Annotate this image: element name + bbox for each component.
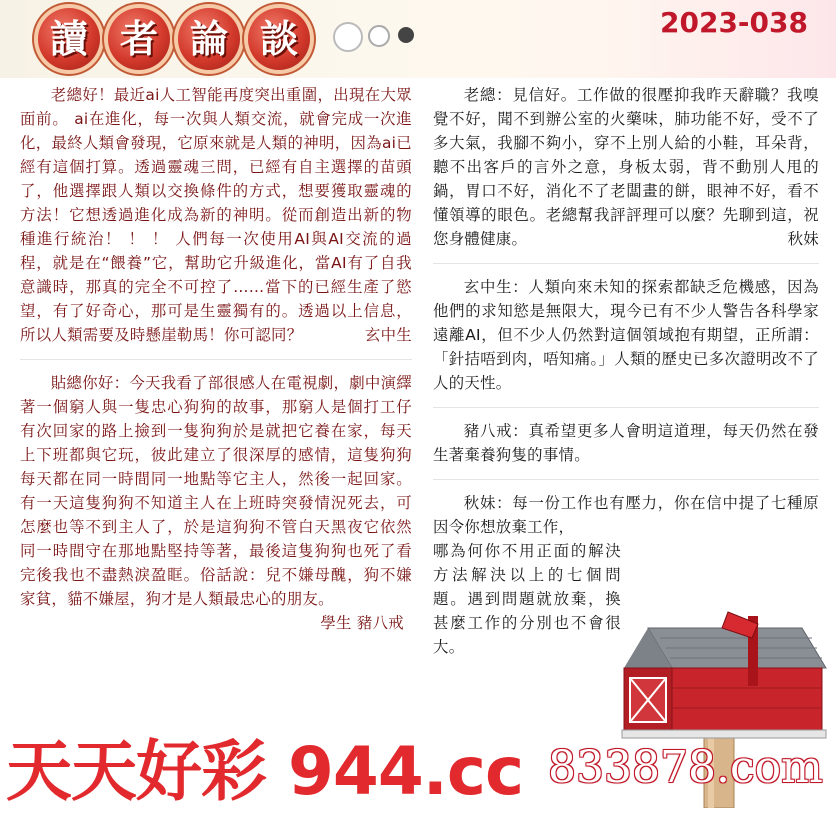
- divider: [20, 359, 412, 360]
- reader-letter-2: [20, 371, 412, 611]
- logo-char-3: 論: [178, 8, 240, 70]
- letter-2-text: 貼總你好：今天我看了部很感人在電視劇，劇中演繹著一個窮人與一隻忠心狗狗的故事，那窮人是個打工仔有次回家的路上撿到一隻狗狗於是就把它養在家，每天上下班都與它玩，彼此建立了很深厚的感情，這隻狗狗每天都在同一時間同一地點等它主人，然後一起回家。有一天這隻狗狗不知道主人在上班時突發情況死去，可怎麼也等不到主人了，於是這狗狗不管白天黑夜它依然同一時間守在那地點堅持等著，最後這隻狗狗也死了看完後我也不盡熱淚盈眶。俗話說：兒不嫌母醜，狗不嫌家貧，貓不嫌屋，狗才是人類最忠心的朋友。: [20, 374, 412, 608]
- logo-char-2: 者: [108, 8, 170, 70]
- reply-to-qiumei-rest: 哪為何你不用正面的解決方法解決以上的七個問題。遇到問題就放棄，換甚麼工作的分別也不會很大。: [433, 542, 621, 656]
- divider: [433, 479, 819, 480]
- logo-char-1: 讀: [38, 8, 100, 70]
- letter-1-signature: 玄中生: [364, 326, 412, 344]
- header-band: [0, 0, 836, 78]
- left-column: [20, 83, 412, 635]
- decorative-dot-icon: [398, 27, 414, 43]
- watermark-left: 天天好彩 944.cc: [6, 733, 524, 810]
- issue-number: 2023-038: [660, 6, 808, 39]
- reply-to-xuanzhongsheng: 玄中生：人類向來未知的探索都缺乏危機感，因為他們的求知慾是無限大，現今已有不少人警告各科學家遠離AI，但不少人仍然對這個領域抱有期望，正所謂：「針拮唔到肉，唔知痛。」人類的歷史已多次證明改不了人的天性。: [433, 278, 819, 392]
- reader-letter-1: [20, 83, 412, 347]
- column-logo: [38, 6, 328, 72]
- letter-3-signature: 秋妹: [787, 230, 819, 248]
- reader-letter-3: [433, 83, 819, 251]
- divider: [433, 407, 819, 408]
- right-column: [433, 83, 819, 659]
- reply-to-qiumei-intro: 秋妹：每一份工作也有壓力，你在信中提了七種原因令你想放棄工作，: [433, 494, 819, 536]
- decorative-circle-icon: [368, 25, 390, 47]
- letter-2-signature: 學生 豬八戒: [320, 614, 404, 632]
- logo-char-4: 談: [248, 8, 310, 70]
- watermark-right: 833878.com: [548, 742, 823, 793]
- letter-3-text: 老總：見信好。工作做的很壓抑我昨天辭職？我嗅覺不好，聞不到辦公室的火藥味，肺功能不好，受不了多大氣，我腳不夠小，穿不上別人給的小鞋，耳朵背，聽不出客戶的言外之意，身板太弱，背不動別人甩的鍋，胃口不好，消化不了老闆畫的餅，眼神不好，看不懂領導的眼色。老總幫我評評理可以麼？先聊到這，祝您身體健康。: [433, 86, 819, 248]
- reply-to-zhubajie: 豬八戒：真希望更多人會明這道理，每天仍然在發生著棄養狗隻的事情。: [433, 422, 819, 464]
- decorative-circle-icon: [333, 22, 363, 52]
- divider: [433, 263, 819, 264]
- letter-1-text: 老總好！最近ai人工智能再度突出重圍，出現在大眾面前。 ai在進化，每一次與人類交流，就會完成一次進化，最終人類會發現，它原來就是人類的神明，因為ai已經有這個打算。透過靈魂三問，已經有自主選擇的苗頭了，他選擇跟人類以交換條件的方式，想要獲取靈魂的方法！它想透過進化成為新的神明。從而創造出新的物種進行統治！ ！ ！ 人們每一次使用AI與AI交流的過程，就是在“餵養”它，幫助它升級進化，當AI有了自我意識時，那真的完全不可控了……當下的已經生產了慾望，有了好奇心，那可是生靈獨有的。透過以上信息，所以人類需要及時懸崖勒馬！你可認同？: [20, 86, 412, 344]
